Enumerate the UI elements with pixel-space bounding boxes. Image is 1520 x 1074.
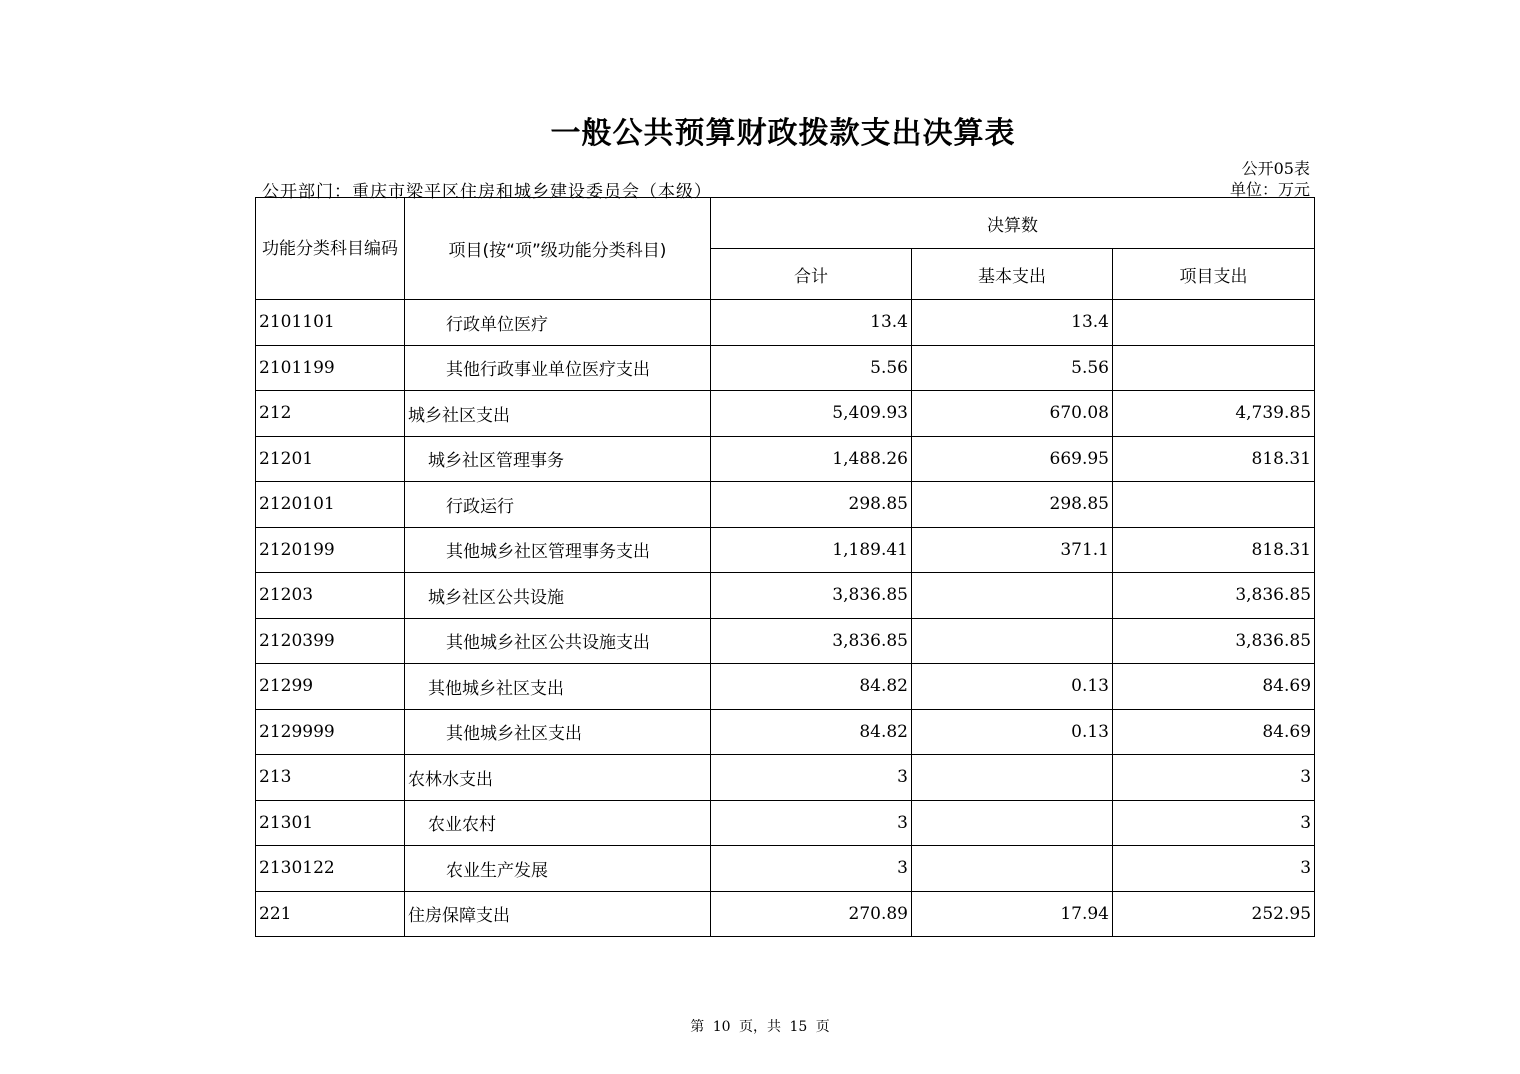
table-row [256, 800, 1315, 846]
table-row [256, 755, 1315, 801]
cell-total: 5,409.93 [711, 391, 912, 437]
cell-name: 农林水支出 [405, 755, 711, 801]
cell-project: 252.95 [1113, 891, 1315, 937]
cell-name: 其他城乡社区支出 [405, 664, 711, 710]
header-project: 项目支出 [1113, 249, 1315, 300]
cell-basic [912, 755, 1113, 801]
page-title: 一般公共预算财政拨款支出决算表 [550, 116, 1016, 151]
cell-name: 其他城乡社区管理事务支出 [405, 527, 711, 573]
cell-name: 行政单位医疗 [405, 300, 711, 346]
cell-project [1113, 482, 1315, 528]
cell-name: 其他行政事业单位医疗支出 [405, 345, 711, 391]
cell-total: 84.82 [711, 709, 912, 755]
cell-project: 84.69 [1113, 709, 1315, 755]
cell-name: 农业农村 [405, 800, 711, 846]
cell-total: 13.4 [711, 300, 912, 346]
footer-suffix: 页 [815, 1019, 830, 1035]
table-row [256, 891, 1315, 937]
footer-prefix: 第 [690, 1019, 705, 1035]
page-footer [0, 1016, 1520, 1036]
cell-name: 其他城乡社区支出 [405, 709, 711, 755]
cell-code: 2130122 [256, 846, 405, 892]
cell-total: 270.89 [711, 891, 912, 937]
cell-total: 3,836.85 [711, 573, 912, 619]
cell-code: 2120101 [256, 482, 405, 528]
table-row [256, 573, 1315, 619]
cell-basic: 298.85 [912, 482, 1113, 528]
cell-code: 2120399 [256, 618, 405, 664]
expenditure-table [255, 197, 1315, 937]
cell-basic [912, 573, 1113, 619]
cell-code: 2101199 [256, 345, 405, 391]
cell-total: 3 [711, 846, 912, 892]
header-item: 项目(按“项”级功能分类科目) [405, 198, 711, 300]
table-row [256, 436, 1315, 482]
cell-code: 21301 [256, 800, 405, 846]
cell-project [1113, 345, 1315, 391]
header-group: 决算数 [711, 198, 1315, 249]
table-row [256, 300, 1315, 346]
cell-total: 5.56 [711, 345, 912, 391]
cell-project: 3 [1113, 755, 1315, 801]
cell-name: 住房保障支出 [405, 891, 711, 937]
cell-name: 城乡社区公共设施 [405, 573, 711, 619]
cell-project: 4,739.85 [1113, 391, 1315, 437]
cell-code: 212 [256, 391, 405, 437]
table-body [256, 300, 1315, 937]
cell-basic: 669.95 [912, 436, 1113, 482]
cell-basic [912, 618, 1113, 664]
cell-basic: 371.1 [912, 527, 1113, 573]
cell-project: 3,836.85 [1113, 573, 1315, 619]
table-row [256, 664, 1315, 710]
header-code: 功能分类科目编码 [256, 198, 405, 300]
table-row [256, 709, 1315, 755]
cell-total: 3 [711, 800, 912, 846]
header-basic: 基本支出 [912, 249, 1113, 300]
cell-total: 1,189.41 [711, 527, 912, 573]
table-row [256, 618, 1315, 664]
cell-total: 298.85 [711, 482, 912, 528]
cell-name: 行政运行 [405, 482, 711, 528]
cell-project: 818.31 [1113, 527, 1315, 573]
cell-code: 2101101 [256, 300, 405, 346]
cell-code: 221 [256, 891, 405, 937]
cell-code: 21299 [256, 664, 405, 710]
cell-name: 农业生产发展 [405, 846, 711, 892]
cell-project: 3,836.85 [1113, 618, 1315, 664]
cell-project: 3 [1113, 800, 1315, 846]
table-row [256, 846, 1315, 892]
unit-label: 单位：万元 [1229, 180, 1310, 199]
cell-project: 818.31 [1113, 436, 1315, 482]
cell-project: 84.69 [1113, 664, 1315, 710]
cell-total: 3,836.85 [711, 618, 912, 664]
table-row [256, 391, 1315, 437]
cell-basic: 5.56 [912, 345, 1113, 391]
cell-code: 2129999 [256, 709, 405, 755]
cell-code: 2120199 [256, 527, 405, 573]
cell-code: 213 [256, 755, 405, 801]
cell-total: 3 [711, 755, 912, 801]
table-row [256, 527, 1315, 573]
form-number: 公开05表 [1241, 159, 1310, 178]
cell-project [1113, 300, 1315, 346]
cell-total: 84.82 [711, 664, 912, 710]
cell-basic: 13.4 [912, 300, 1113, 346]
cell-name: 城乡社区支出 [405, 391, 711, 437]
cell-basic: 17.94 [912, 891, 1113, 937]
table-row [256, 345, 1315, 391]
cell-basic: 670.08 [912, 391, 1113, 437]
cell-basic [912, 800, 1113, 846]
footer-total: 15 [789, 1019, 808, 1035]
table-row [256, 482, 1315, 528]
cell-basic [912, 846, 1113, 892]
department-label: 公开部门：重庆市梁平区住房和城乡建设委员会（本级） [262, 182, 712, 202]
footer-page: 10 [712, 1019, 731, 1035]
cell-total: 1,488.26 [711, 436, 912, 482]
footer-mid: 页，共 [739, 1019, 781, 1035]
cell-code: 21201 [256, 436, 405, 482]
header-total: 合计 [711, 249, 912, 300]
cell-name: 城乡社区管理事务 [405, 436, 711, 482]
cell-basic: 0.13 [912, 709, 1113, 755]
cell-name: 其他城乡社区公共设施支出 [405, 618, 711, 664]
cell-project: 3 [1113, 846, 1315, 892]
cell-code: 21203 [256, 573, 405, 619]
cell-basic: 0.13 [912, 664, 1113, 710]
